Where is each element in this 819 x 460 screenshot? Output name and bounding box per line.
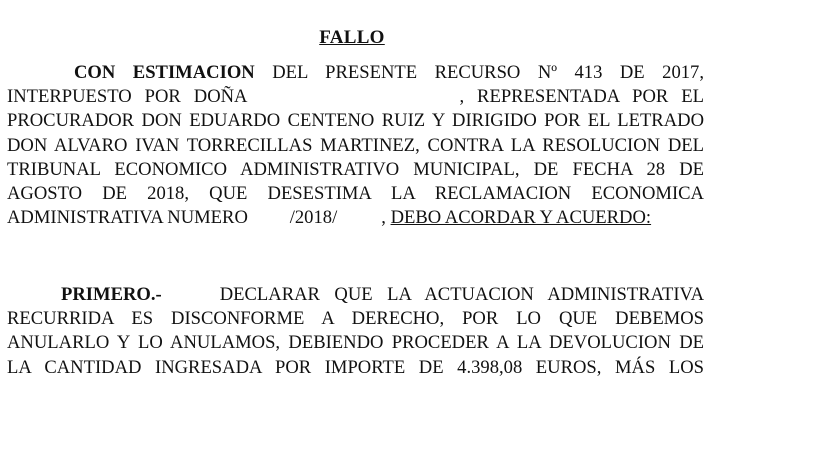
text-line: AGOSTO DE 2018, QUE DESESTIMA LA RECLAMACION ECONOMICA — [7, 183, 704, 205]
text-line: ANULARLO Y LO ANULAMOS, DEBIENDO PROCEDER A LA DEVOLUCION DE — [7, 332, 704, 354]
first-ruling-paragraph — [7, 283, 704, 380]
ruling-paragraph — [7, 61, 704, 230]
text-line: RECURRIDA ES DISCONFORME A DERECHO, POR LO QUE DEBEMOS — [7, 308, 704, 330]
redacted-number — [337, 207, 381, 223]
text-line — [7, 283, 704, 307]
bold-phrase: CON ESTIMACION — [74, 62, 255, 83]
section-heading: FALLO — [319, 27, 385, 48]
text-line: PROCURADOR DON EDUARDO CENTENO RUIZ Y DIRIGIDO POR EL LETRADO — [7, 110, 704, 132]
text-run: ADMINISTRATIVA NUMERO — [7, 207, 248, 229]
text-run: DECLARAR QUE LA ACTUACION ADMINISTRATIVA — [219, 284, 705, 305]
text-line: DON ALVARO IVAN TORRECILLAS MARTINEZ, CONTRA LA RESOLUCION DEL — [7, 134, 704, 156]
text-line — [7, 61, 704, 85]
text-run: , REPRESENTADA POR EL — [459, 86, 704, 108]
text-run: INTERPUESTO POR DOÑA — [7, 86, 247, 108]
text-line — [7, 85, 704, 109]
text-line: LA CANTIDAD INGRESADA POR IMPORTE DE 4.398,08 EUROS, MÁS LOS — [7, 356, 704, 378]
redacted-name — [259, 86, 459, 102]
text-run: DEL PRESENTE RECURSO Nº 413 DE 2017, — [254, 62, 704, 83]
bold-phrase: PRIMERO.- — [61, 284, 162, 305]
text-line: TRIBUNAL ECONOMICO ADMINISTRATIVO MUNICIPAL, DE FECHA 28 DE — [7, 158, 704, 180]
text-run: , — [381, 207, 386, 229]
text-run: /2018/ — [289, 207, 338, 229]
underlined-phrase: DEBO ACORDAR Y ACUERDO: — [390, 207, 652, 229]
text-line — [7, 206, 704, 230]
